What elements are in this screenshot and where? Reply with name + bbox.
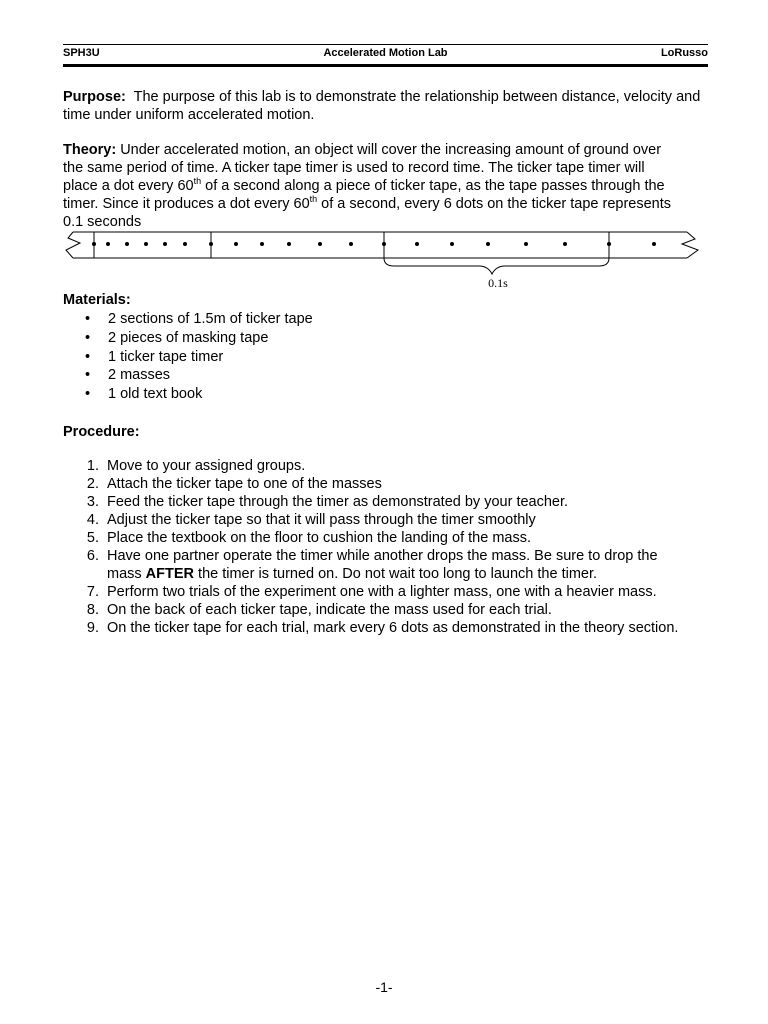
tape-strip bbox=[66, 232, 698, 258]
step-number: 5. bbox=[86, 530, 99, 546]
step-text: Attach the ticker tape to one of the masses bbox=[107, 476, 382, 492]
tape-dot bbox=[652, 242, 656, 246]
list-item bbox=[63, 310, 713, 329]
theory-line-4b: of a second, every 6 dots on the ticker tape represents bbox=[317, 196, 671, 212]
page-header bbox=[63, 47, 708, 63]
theory-line-3b: of a second along a piece of ticker tape, as the tape passes through the bbox=[201, 178, 665, 194]
step-text: On the back of each ticker tape, indicate the mass used for each trial. bbox=[107, 602, 552, 618]
step-number: 3. bbox=[86, 494, 99, 510]
purpose-label: Purpose: bbox=[63, 89, 126, 105]
theory-line-1: Under accelerated motion, an object will cover the increasing amount of ground over bbox=[120, 142, 662, 158]
tape-dot bbox=[607, 242, 611, 246]
step-text-emphasis: AFTER bbox=[145, 566, 195, 582]
step-number: 6. bbox=[86, 548, 99, 564]
material-item: 2 sections of 1.5m of ticker tape bbox=[108, 311, 313, 327]
step-text: On the ticker tape for each trial, mark every 6 dots as demonstrated in the theory section. bbox=[107, 620, 679, 636]
page-number: -1- bbox=[375, 979, 393, 995]
procedure-heading: Procedure: bbox=[63, 424, 140, 440]
tape-dot bbox=[209, 242, 213, 246]
procedure-step bbox=[63, 547, 713, 583]
procedure-list bbox=[63, 457, 713, 637]
tape-dot bbox=[125, 242, 129, 246]
theory-section bbox=[63, 141, 713, 231]
step-number: 8. bbox=[86, 602, 99, 618]
step-number: 2. bbox=[86, 476, 99, 492]
header-course: SPH3U bbox=[63, 47, 100, 59]
tape-dot bbox=[106, 242, 110, 246]
materials-heading: Materials: bbox=[63, 292, 131, 308]
tape-dot bbox=[144, 242, 148, 246]
ticker-tape-diagram bbox=[60, 228, 705, 290]
tape-dot bbox=[287, 242, 291, 246]
ordinal-suffix: th bbox=[309, 194, 318, 205]
tape-dot bbox=[234, 242, 238, 246]
material-item: 1 old text book bbox=[108, 386, 203, 403]
tape-dot bbox=[260, 242, 264, 246]
bullet: • bbox=[85, 329, 91, 346]
interval-brace bbox=[384, 258, 609, 274]
list-item bbox=[63, 348, 713, 367]
step-number: 7. bbox=[86, 584, 99, 600]
list-item bbox=[63, 329, 713, 348]
procedure-step bbox=[63, 493, 713, 511]
procedure-step bbox=[63, 475, 713, 493]
theory-line-3a: place a dot every 60 bbox=[63, 178, 194, 194]
material-item: 2 pieces of masking tape bbox=[108, 329, 269, 346]
step-text: Perform two trials of the experiment one with a lighter mass, one with a heavier mass. bbox=[107, 584, 657, 600]
header-rule-top bbox=[63, 44, 708, 45]
step-text-pre: mass bbox=[107, 566, 146, 582]
procedure-step bbox=[63, 529, 713, 547]
header-title: Accelerated Motion Lab bbox=[323, 47, 448, 59]
theory-line-5: 0.1 seconds bbox=[63, 214, 142, 230]
bullet: • bbox=[85, 311, 91, 327]
bullet: • bbox=[85, 386, 91, 403]
theory-line-2: the same period of time. A ticker tape timer is used to record time. The ticker tape timer will bbox=[63, 160, 645, 176]
material-item: 1 ticker tape timer bbox=[108, 348, 224, 365]
step-text: Place the textbook on the floor to cushion the landing of the mass. bbox=[107, 530, 531, 546]
interval-label: 0.1s bbox=[488, 276, 508, 290]
theory-line-4 bbox=[63, 195, 713, 213]
theory-label: Theory: bbox=[63, 142, 117, 158]
tape-torn-edge-left bbox=[66, 232, 80, 258]
tape-dot bbox=[349, 242, 353, 246]
procedure-step bbox=[63, 619, 713, 637]
bullet: • bbox=[85, 348, 91, 365]
list-item bbox=[63, 366, 713, 385]
material-item: 2 masses bbox=[108, 367, 171, 384]
step-number: 9. bbox=[86, 620, 99, 636]
tape-dot bbox=[450, 242, 454, 246]
ordinal-suffix: th bbox=[193, 176, 202, 187]
tape-dot bbox=[183, 242, 187, 246]
list-item bbox=[63, 385, 713, 404]
step-text: Feed the ticker tape through the timer as demonstrated by your teacher. bbox=[107, 494, 569, 510]
tape-torn-edge-right bbox=[682, 232, 698, 258]
tape-dot bbox=[382, 242, 386, 246]
step-number: 4. bbox=[86, 512, 99, 528]
header-author: LoRusso bbox=[660, 47, 708, 59]
tape-dot bbox=[415, 242, 419, 246]
purpose-text: The purpose of this lab is to demonstrate the relationship between distance, velocity and time under uniform accelerated motion. bbox=[63, 89, 701, 123]
tape-dot bbox=[318, 242, 322, 246]
header-rule-bottom bbox=[63, 64, 708, 67]
bullet: • bbox=[85, 367, 91, 384]
step-number: 1. bbox=[86, 458, 99, 474]
tape-dot bbox=[163, 242, 167, 246]
step-text-post: the timer is turned on. Do not wait too long to launch the timer. bbox=[194, 566, 598, 582]
procedure-step bbox=[63, 583, 713, 601]
step-text: Adjust the ticker tape so that it will pass through the timer smoothly bbox=[107, 512, 536, 528]
purpose-section bbox=[63, 88, 713, 124]
tape-dot bbox=[563, 242, 567, 246]
theory-line-4a: timer. Since it produces a dot every 60 bbox=[63, 196, 310, 212]
tape-dot bbox=[524, 242, 528, 246]
tape-dot bbox=[486, 242, 490, 246]
theory-line-3 bbox=[63, 177, 713, 195]
step-text-line-1: Have one partner operate the timer while another drops the mass. Be sure to drop the bbox=[107, 548, 658, 564]
procedure-step bbox=[63, 511, 713, 529]
tape-dot bbox=[92, 242, 96, 246]
step-text: Move to your assigned groups. bbox=[107, 458, 306, 474]
tape-dots bbox=[92, 242, 656, 246]
materials-list bbox=[63, 310, 713, 404]
procedure-step bbox=[63, 601, 713, 619]
procedure-step bbox=[63, 457, 713, 475]
step-text bbox=[107, 547, 713, 583]
